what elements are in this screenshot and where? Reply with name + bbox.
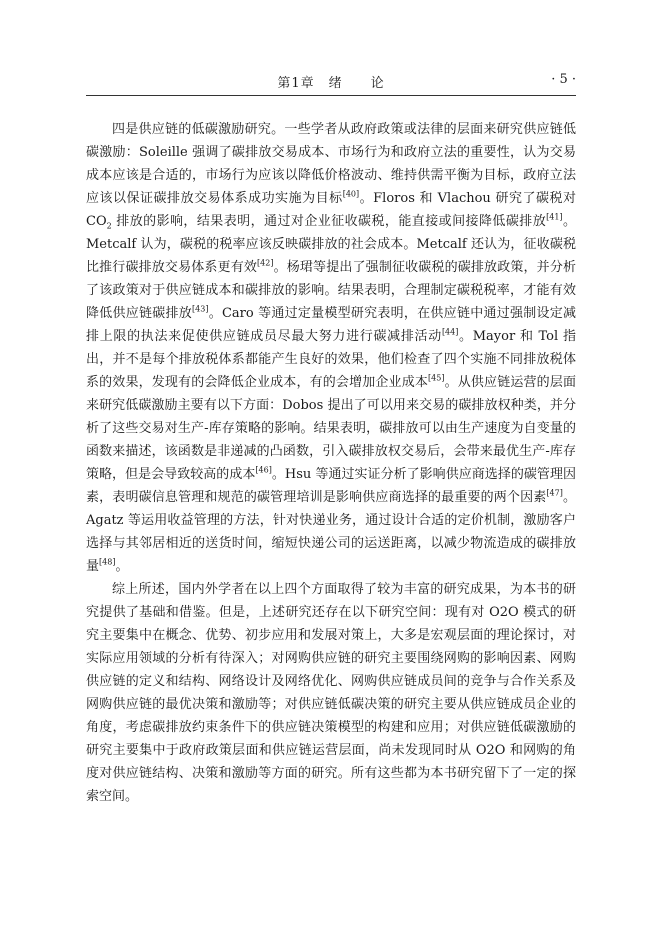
text-run: 四是供应链的低碳激励研究。一些学者从政府政策或法律的层面来研究供应链低碳激励：Soleille 强调了碳排放交易成本、市场行为和政府立法的重要性，认为交易成本应该是合适的，市场行为应该以降低价格波动、维持供需平衡为目标，政府立法应该以保证碳排放交易体系成功实施为目标 [86,122,576,206]
paragraph [86,118,576,578]
header-rule [86,95,576,96]
chapter-title: 第1章 绪 论 [277,76,385,91]
text-run: 排放的影响，结果表明，通过对企业征收碳税，能直接或间接降低碳排放 [111,214,547,229]
text-run: 。Metcalf 认为，碳税的税率应该反映碳排放的社会成本。Metcalf 还认为，征收碳税比推行碳排放交易体系更有效 [86,214,576,275]
paragraph [86,578,576,808]
text-run: 。从供应链运营的层面来研究低碳激励主要有以下方面：Dobos 提出了可以用来交易的碳排放权种类，并分析了这些交易对生产-库存策略的影响。结果表明，碳排放可以由生产速度为自变量的函数来描述，该函数是非递减的凸函数，引入碳排放权交易后，会带来最优生产-库存策略，但是会导致较高的成本 [86,375,576,482]
citation-ref: [43] [192,304,209,314]
body-text [86,118,576,808]
running-header [86,72,576,92]
citation-ref: [44] [441,327,459,337]
text-run: 。Mayor 和 Tol 指出，并不是每个排放税体系都能产生良好的效果，他们检查了四个实施不同排放税体系的效果，发现有的会降低企业成本，有的会增加企业成本 [86,329,576,390]
page-number: · 5 · [551,72,576,87]
citation-ref: [48] [99,557,116,567]
text-run: 。杨珺等提出了强制征收碳税的碳排放政策，并分析了该政策对于供应链成本和碳排放的影响。结果表明，合理制定碳税税率，才能有效降低供应链碳排放 [86,260,576,321]
citation-ref: [47] [546,488,563,498]
citation-ref: [46] [255,465,272,475]
text-run: 。 [115,559,129,574]
text-run: 。Caro 等通过定量模型研究表明，在供应链中通过强制设定减排上限的执法来促使供应链成员尽最大努力进行碳减排活动 [86,306,576,344]
text-run: 。Agatz 等运用收益管理的方法，针对快递业务，通过设计合适的定价机制，激励客户选择与其邻居相近的送货时间，缩短快递公司的运送距离，以减少物流造成的碳排放量 [86,490,576,574]
text-run: 。Floros 和 Vlachou 研究了碳税对 CO [86,191,576,229]
text-run: 综上所述，国内外学者在以上四个方面取得了较为丰富的研究成果，为本书的研究提供了基础和借鉴。但是，上述研究还存在以下研究空间：现有对 O2O 模式的研究主要集中在概念、优势、初步应用和发展对策上，大多是宏观层面的理论探讨，对实际应用领域的分析有待深入；对网购供应链的研究主要围绕网购的影响因素、网购供应链的定义和结构、网络设计及网络优化、网购供应链成员间的竞争与合作关系及网购供应链的最优决策和激励等；对供应链低碳决策的研究主要从供应链成员企业的角度，考虑碳排放约束条件下的供应链决策模型的构建和应用；对供应链低碳激励的研究主要集中于政府政策层面和供应链运营层面，尚未发现同时从 O2O 和网购的角度对供应链结构、决策和激励等方面的研究。所有这些都为本书研究留下了一定的探索空间。 [86,582,576,804]
subscript: 2 [106,221,112,231]
citation-ref: [41] [546,212,563,222]
citation-ref: [42] [257,258,274,268]
citation-ref: [45] [428,373,445,383]
text-run: 。Hsu 等通过实证分析了影响供应商选择的碳管理因素，表明碳信息管理和规范的碳管理培训是影响供应商选择的最重要的两个因素 [86,467,576,505]
citation-ref: [40] [342,189,360,199]
